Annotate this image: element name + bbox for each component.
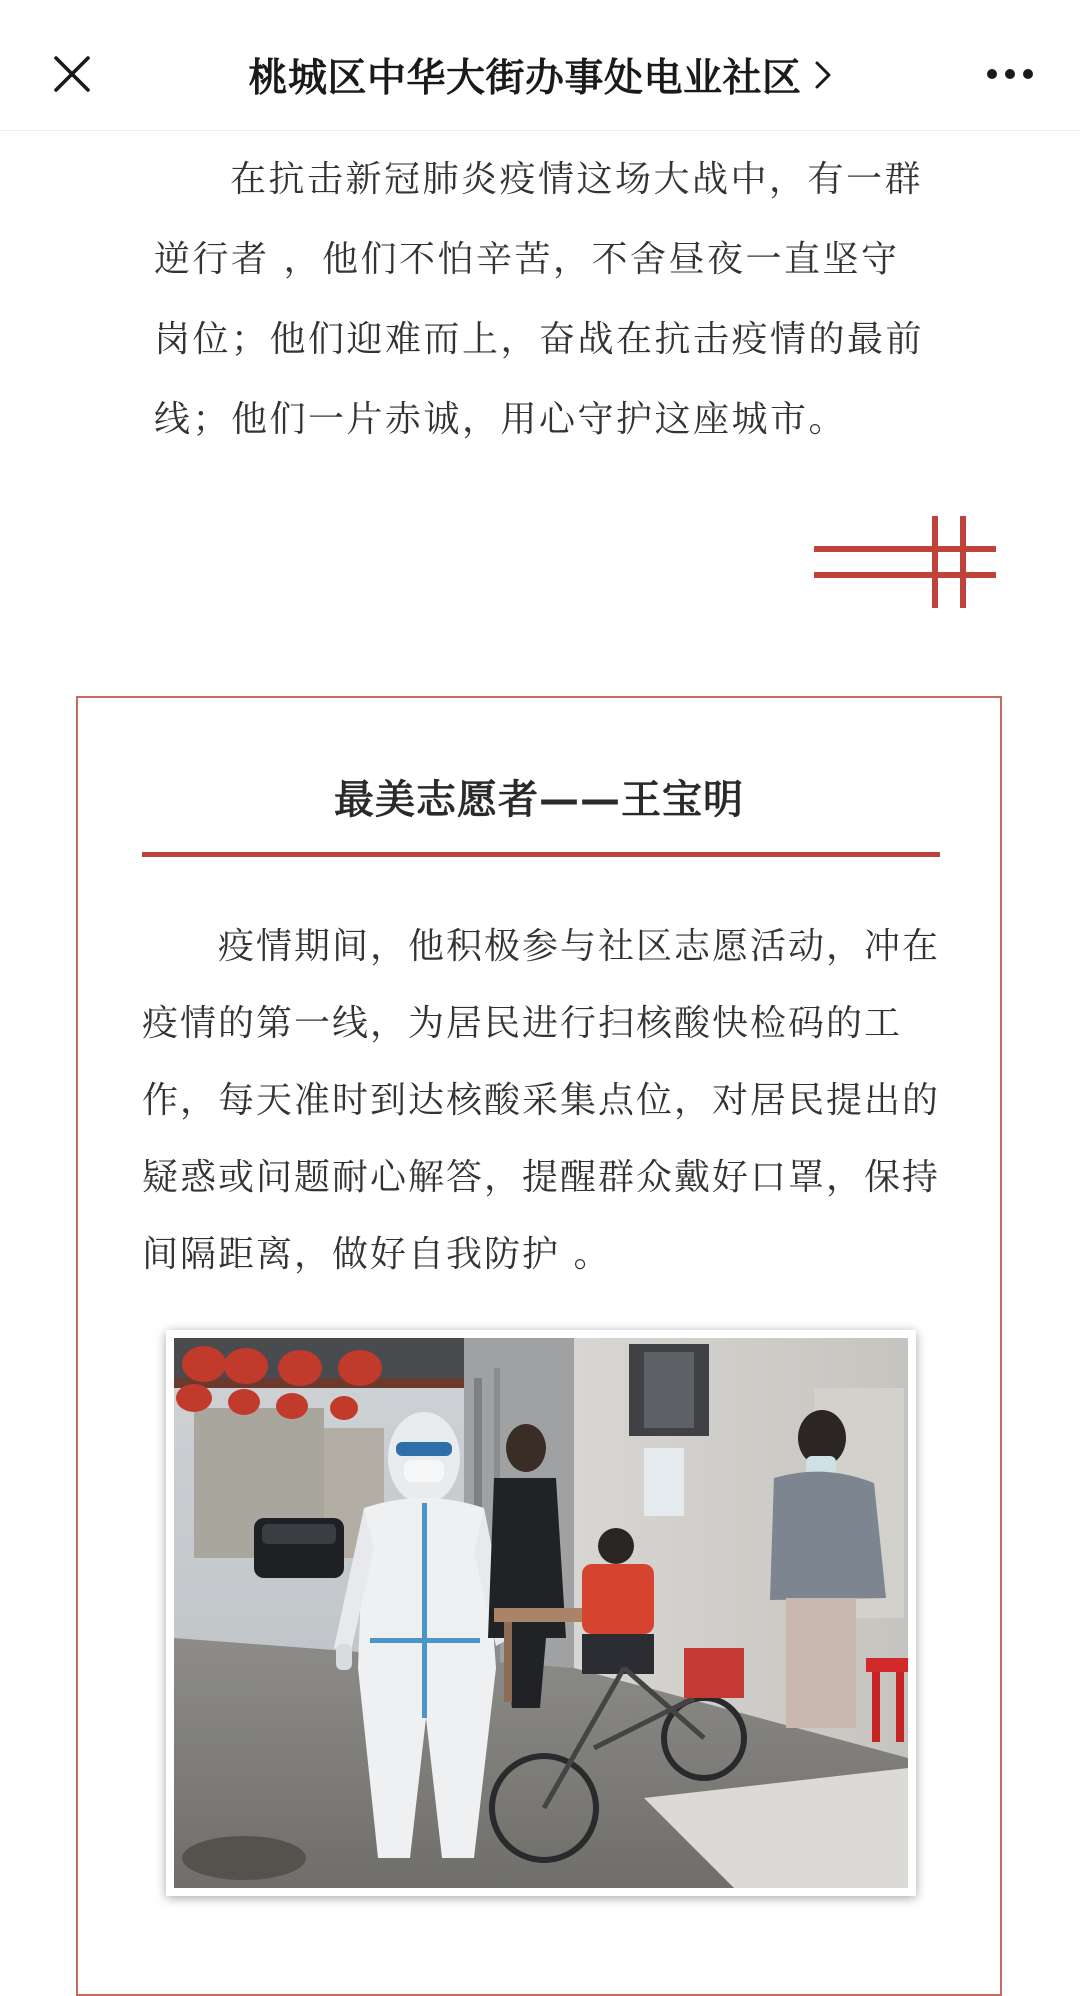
card-body [142,908,942,1293]
chevron-right-icon [814,60,832,90]
page-title: 桃城区中华大街办事处电业社区 [248,56,802,101]
top-nav-bar [0,0,1080,131]
intro-section [154,140,934,460]
more-options-button[interactable] [970,44,1050,104]
more-horizontal-icon [985,67,1035,81]
card-paragraph: 疫情期间，他积极参与社区志愿活动，冲在疫情的第一线，为居民进行扫核酸快检码的工作，每天准时到达核酸采集点位，对居民提出的疑惑或问题耐心解答，提醒群众戴好口罩，保持间隔距离，做好自我防护 。 [142,926,941,1275]
close-icon [50,52,94,96]
volunteer-photo[interactable] [166,1330,916,1896]
close-button[interactable] [40,42,104,106]
intro-paragraph: 在抗击新冠肺炎疫情这场大战中，有一群逆行者 ，他们不怕辛苦，不舍昼夜一直坚守岗位；他们迎难而上，奋战在抗击疫情的最前线；他们一片赤诚，用心守护这座城市。 [154,159,925,440]
hash-ornament-icon [814,516,996,608]
volunteer-photo-image [174,1338,908,1888]
volunteer-card [76,696,1002,1996]
card-title: 最美志愿者——王宝明 [334,777,744,823]
account-title-link[interactable] [170,40,910,110]
card-divider [142,852,940,857]
